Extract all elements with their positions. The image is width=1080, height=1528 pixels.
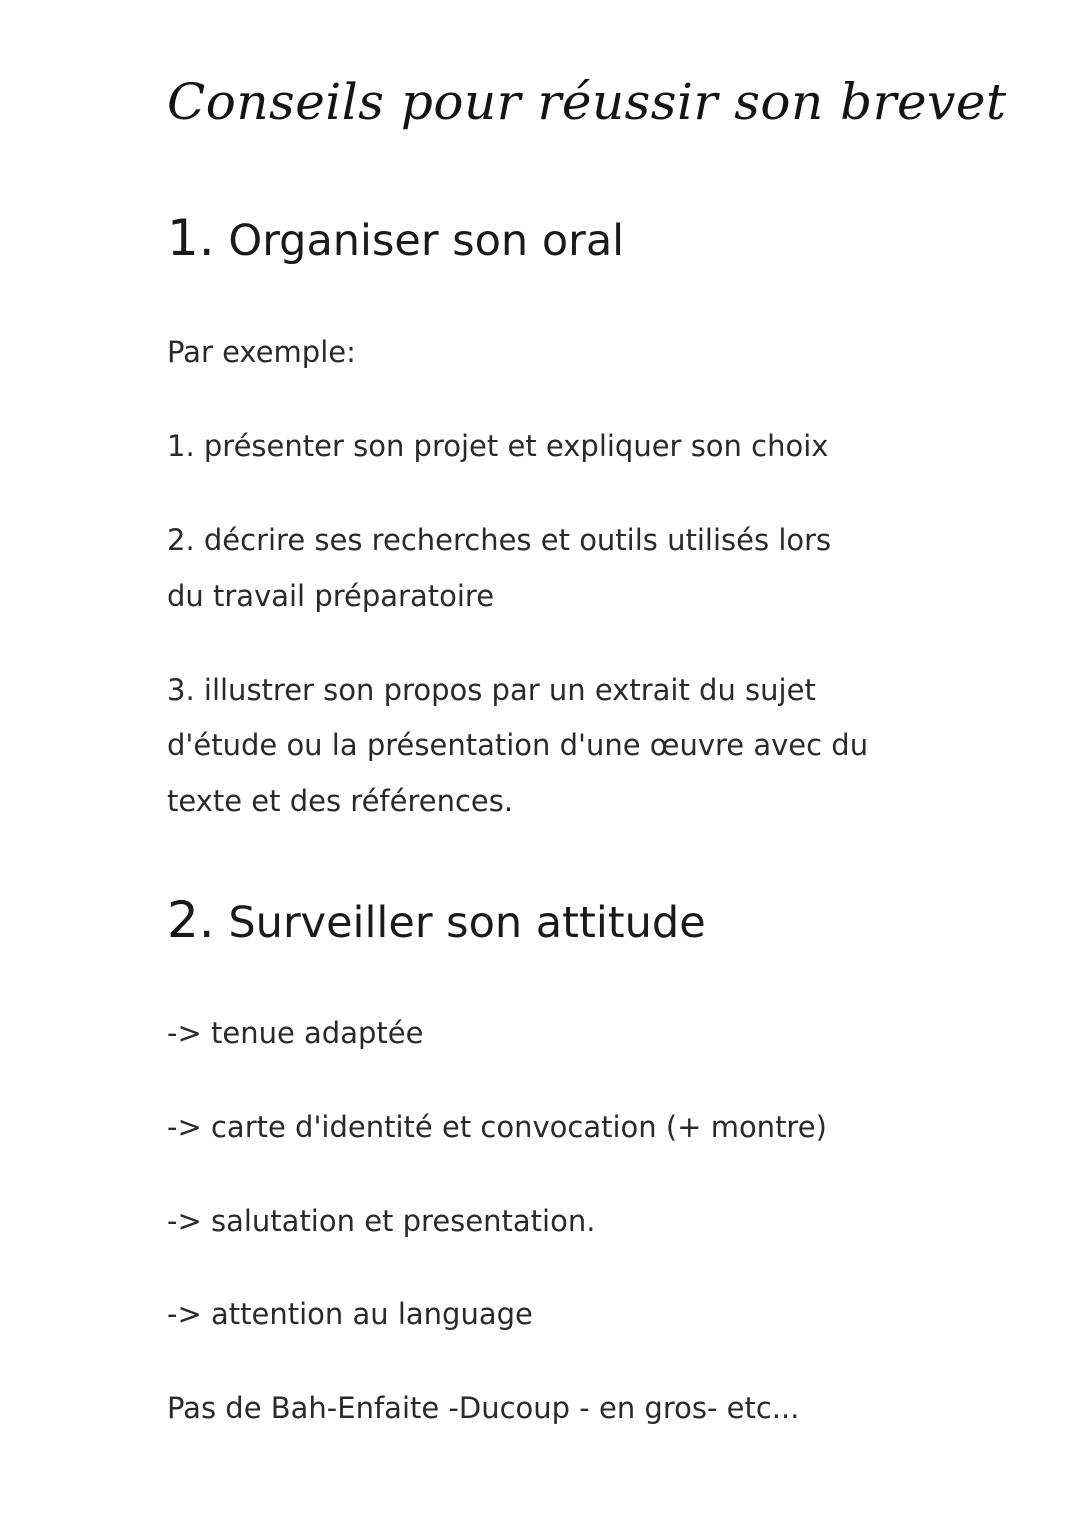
section-heading-attitude [167, 890, 706, 953]
section-heading-organiser [167, 208, 624, 271]
list-item-continuation: du travail préparatoire [167, 579, 495, 613]
section-title: Surveiller son attitude [228, 898, 706, 948]
list-item: 1. présenter son projet et expliquer son choix [167, 429, 829, 463]
section-number: 2. [167, 891, 215, 949]
list-item: -> tenue adaptée [167, 1016, 424, 1050]
list-item: -> salutation et presentation. [167, 1204, 596, 1238]
section-number: 1. [167, 209, 215, 267]
section-intro: Par exemple: [167, 335, 356, 369]
list-item-note: Pas de Bah-Enfaite -Ducoup - en gros- etc... [167, 1391, 800, 1425]
list-item: 3. illustrer son propos par un extrait du sujet [167, 673, 816, 707]
document-title: Conseils pour réussir son brevet [167, 73, 1007, 131]
list-item: -> attention au language [167, 1297, 533, 1331]
list-item-continuation: d'étude ou la présentation d'une œuvre avec du [167, 728, 869, 762]
section-title: Organiser son oral [228, 216, 625, 266]
list-item: -> carte d'identité et convocation (+ montre) [167, 1110, 827, 1144]
list-item-continuation: texte et des références. [167, 784, 514, 818]
list-item: 2. décrire ses recherches et outils utilisés lors [167, 523, 832, 557]
